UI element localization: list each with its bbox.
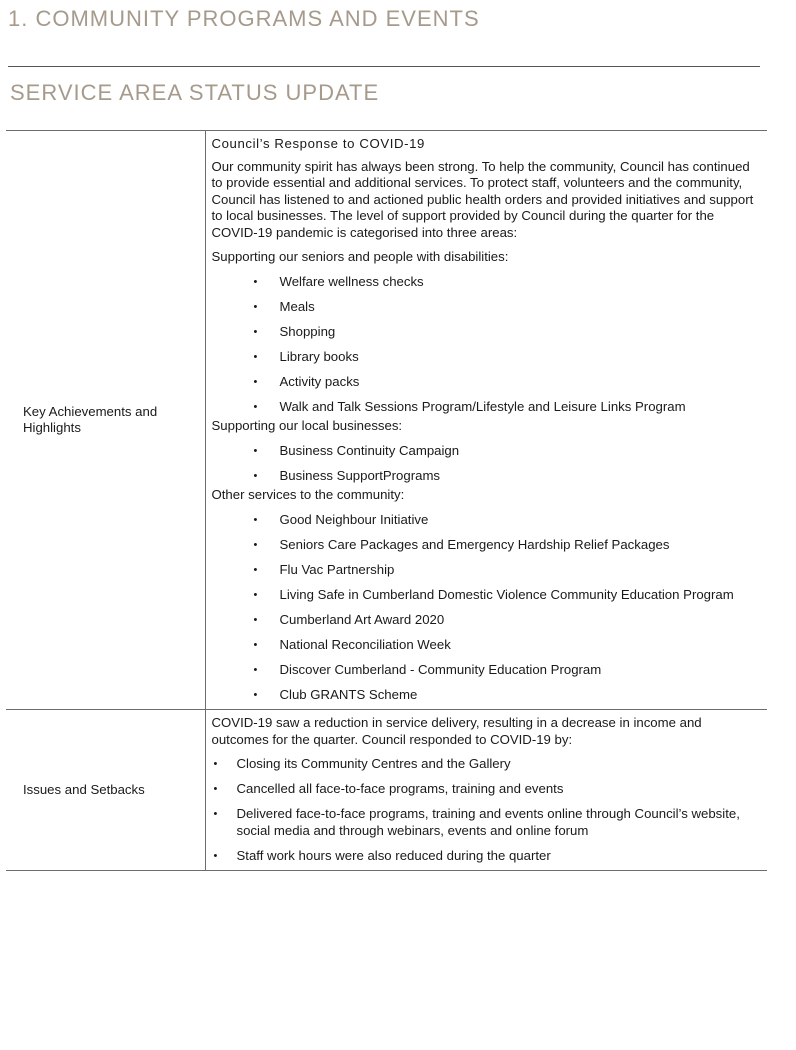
list-item: • Welfare wellness checks — [212, 274, 762, 291]
list-item: • Living Safe in Cumberland Domestic Violence Community Education Program — [212, 587, 762, 604]
list-item: • Cumberland Art Award 2020 — [212, 612, 762, 629]
table-row-achievements — [6, 131, 767, 710]
row-content-issues — [205, 710, 767, 871]
row-label-issues: Issues and Setbacks — [6, 710, 205, 871]
table-row-issues — [6, 710, 767, 871]
list-item: • Meals — [212, 299, 762, 316]
list-item: • Discover Cumberland - Community Education Program — [212, 662, 762, 679]
list-issues — [212, 756, 762, 864]
list-businesses — [212, 443, 762, 485]
issues-intro: COVID-19 saw a reduction in service delivery, resulting in a decrease in income and outcomes for the quarter. Council responded to COVID-19 by: — [211, 715, 702, 747]
section-title: 1. COMMUNITY PROGRAMS AND EVENTS — [8, 6, 480, 31]
list-item: • Seniors Care Packages and Emergency Hardship Relief Packages — [212, 537, 762, 554]
list-item: • Activity packs — [212, 374, 762, 391]
list-item: • Business SupportPrograms — [212, 468, 762, 485]
list-seniors — [212, 274, 762, 416]
list-item: • Club GRANTS Scheme — [212, 687, 762, 704]
status-table — [6, 130, 767, 871]
list-item: • Walk and Talk Sessions Program/Lifestyle and Leisure Links Program — [212, 399, 762, 416]
subsection-title: SERVICE AREA STATUS UPDATE — [10, 80, 380, 105]
list-item: • Delivered face-to-face programs, training and events online through Council’s website, social media and through webinars, events and online forum — [212, 806, 762, 839]
list-item: • Staff work hours were also reduced during the quarter — [212, 848, 762, 865]
group-title-businesses: Supporting our local businesses: — [211, 418, 403, 433]
list-item: • Shopping — [212, 324, 762, 341]
row-label-achievements: Key Achievements and Highlights — [6, 131, 205, 710]
list-item: • Closing its Community Centres and the Gallery — [212, 756, 762, 773]
list-item: • Library books — [212, 349, 762, 366]
list-item: • Flu Vac Partnership — [212, 562, 762, 579]
group-title-seniors: Supporting our seniors and people with disabilities: — [211, 249, 509, 264]
covid-response-heading: Council’s Response to COVID-19 — [211, 136, 425, 151]
achievements-intro: Our community spirit has always been strong. To help the community, Council has continued to provide essential and additional services. To protect staff, volunteers and the community, Council has listened to and actioned public health orders and provided initiatives and support to local businesses. The level of support provided by Council during the quarter for the COVID-19 pandemic is categorised into three areas: — [211, 158, 754, 240]
list-item: • Good Neighbour Initiative — [212, 512, 762, 529]
group-title-other-services: Other services to the community: — [211, 487, 405, 502]
list-item: • Cancelled all face-to-face programs, training and events — [212, 781, 762, 798]
row-content-achievements — [205, 131, 767, 710]
section-divider — [8, 66, 760, 67]
list-item: • Business Continuity Campaign — [212, 443, 762, 460]
list-other-services — [212, 512, 762, 704]
list-item: • National Reconciliation Week — [212, 637, 762, 654]
